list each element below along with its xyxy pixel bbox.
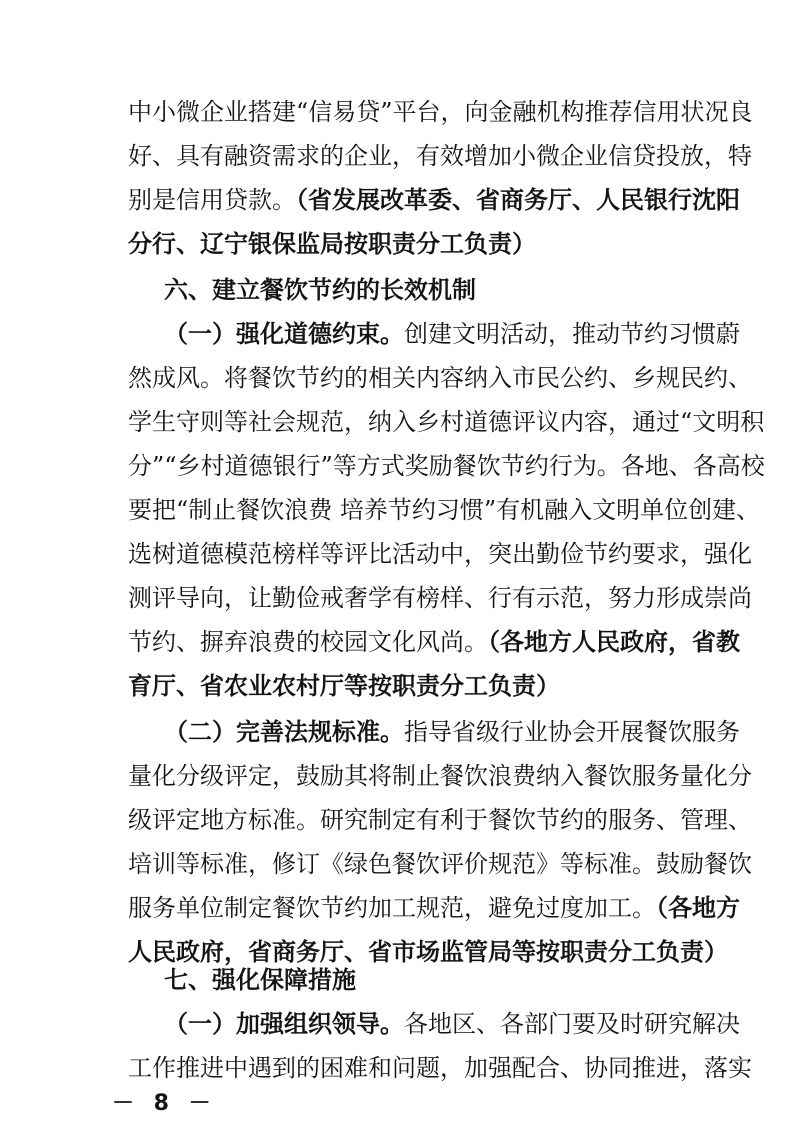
text-line: 中小微企业搭建“信易贷”平台，向金融机构推荐信用状况良 xyxy=(128,98,753,126)
text-line: 选树道德模范榜样等评比活动中，突出勤俭节约要求，强化 xyxy=(128,540,752,568)
text-run: 服务单位制定餐饮节约加工规范，避免过度加工。 xyxy=(128,894,656,922)
text-run: 创建文明活动，推动节约习惯蔚 xyxy=(404,320,740,348)
text-line: 级评定地方标准。研究制定有利于餐饮节约的服务、管理、 xyxy=(128,806,752,834)
text-run: 各地区、各部门要及时研究解决 xyxy=(404,1010,740,1038)
text-line: 要把“制止餐饮浪费 培养节约习惯”有机融入文明单位创建、 xyxy=(128,496,761,524)
text-run: 别是信用贷款。 xyxy=(128,186,296,214)
text-line xyxy=(128,886,740,930)
text-line xyxy=(128,620,740,664)
responsibility-note-line: 育厅、省农业农村厅等按职责分工负责） xyxy=(128,671,560,700)
responsibility-note: （各地方人民政府，省教 xyxy=(488,627,740,656)
responsibility-note-line: 分行、辽宁银保监局按职责分工负责） xyxy=(128,229,536,258)
responsibility-note-line: 人民政府，省商务厅、省市场监管局等按职责分工负责） xyxy=(128,937,728,966)
text-line xyxy=(164,710,740,754)
text-line xyxy=(164,312,740,356)
text-line: 学生守则等社会规范，纳入乡村道德评议内容，通过“文明积 xyxy=(128,408,765,436)
page-number: － 8 － xyxy=(112,1091,217,1116)
subsection-title: （一）强化道德约束。 xyxy=(164,320,404,348)
text-line xyxy=(164,1002,740,1046)
text-line: 好、具有融资需求的企业，有效增加小微企业信贷投放，特 xyxy=(128,142,752,170)
section-heading-6: 六、建立餐饮节约的长效机制 xyxy=(164,276,476,304)
subsection-title: （二）完善法规标准。 xyxy=(164,718,404,746)
text-line: 培训等标准，修订《绿色餐饮评价规范》等标准。鼓励餐饮 xyxy=(128,850,752,878)
text-line: 测评导向，让勤俭戒奢学有榜样、行有示范，努力形成崇尚 xyxy=(128,584,752,612)
text-run: 节约、摒弃浪费的校园文化风尚。 xyxy=(128,628,488,656)
text-line: 分”“乡村道德银行”等方式奖励餐饮节约行为。各地、各高校 xyxy=(128,452,765,480)
text-line: 量化分级评定，鼓励其将制止餐饮浪费纳入餐饮服务量化分 xyxy=(128,762,752,790)
text-line: 工作推进中遇到的困难和问题，加强配合、协同推进，落实 xyxy=(128,1054,752,1082)
responsibility-note: （各地方 xyxy=(656,893,740,922)
text-line: 然成风。将餐饮节约的相关内容纳入市民公约、乡规民约、 xyxy=(128,364,752,392)
section-heading-7: 七、强化保障措施 xyxy=(164,966,356,994)
subsection-title: （一）加强组织领导。 xyxy=(164,1010,404,1038)
text-run: 指导省级行业协会开展餐饮服务 xyxy=(404,718,740,746)
text-line xyxy=(128,178,740,222)
responsibility-note: （省发展改革委、省商务厅、人民银行沈阳 xyxy=(296,185,740,214)
